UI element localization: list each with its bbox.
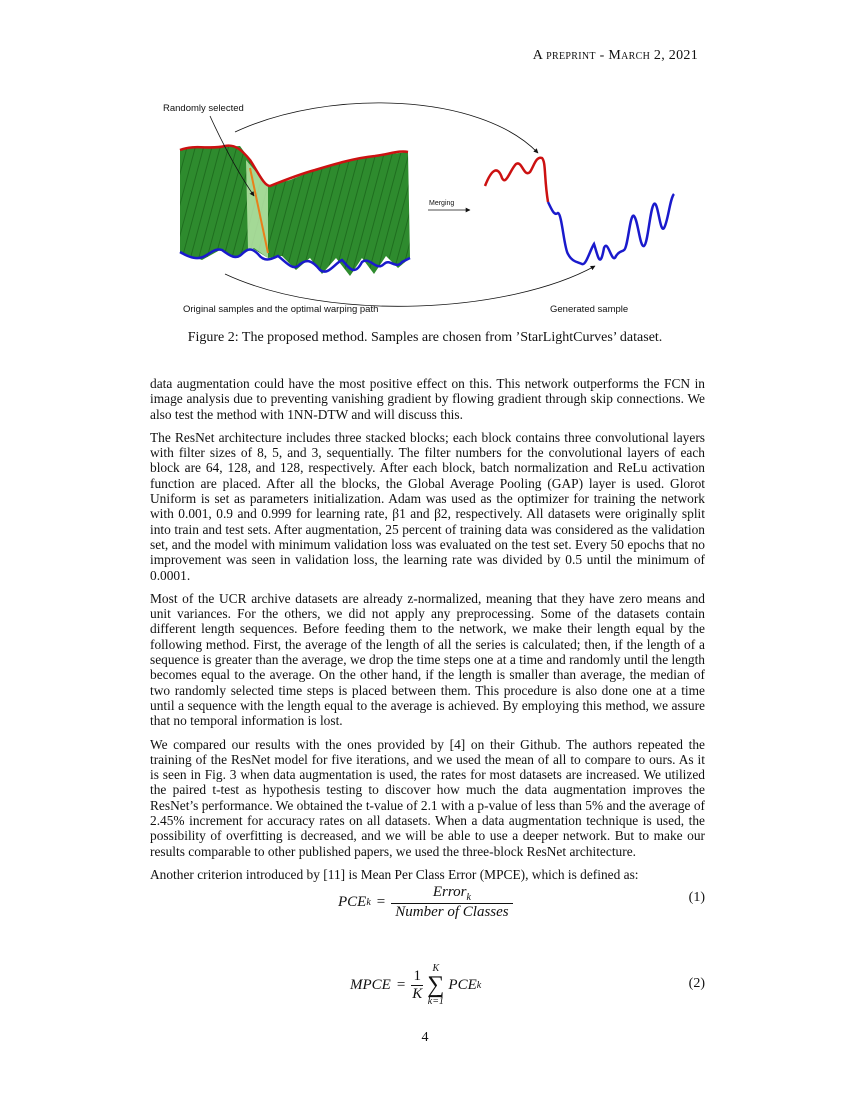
merging-label: Merging <box>429 200 455 207</box>
generated-red-series <box>485 158 548 202</box>
paragraph: The ResNet architecture includes three stacked blocks; each block contains three convolutional layers with filter sizes of 8, 5, and 3, sequentially. The filter numbers for the convolutional layers of each block are 64, 128, and 128, respectively. After each block, batch normalization and ReLu activation function are placed. After all the blocks, the Global Average Pooling (GAP) layer is used. Glorot Uniform is set as parameters initialization. Adam was used as the optimizer for training the network with 0.001, 0.9 and 0.999 for learning rate, β1 and β2, respectively. All datasets were originally split into train and test sets. After augmentation, 25 percent of training data was considered as the validation set, and the model with minimum validation loss was evaluated on the test set. Every 50 epochs that no improvement was seen in validation loss, the learning rate was divided by 0.5 until the minimum of 0.0001. <box>150 429 705 583</box>
figure-caption: Figure 2: The proposed method. Samples are chosen from ’StarLightCurves’ dataset. <box>187 330 663 345</box>
eq2-frac-num: 1 <box>413 967 422 984</box>
generated-sample-label: Generated sample <box>550 304 629 315</box>
eq1-numerator: Error <box>432 883 467 900</box>
eq2-sum-bottom: k=1 <box>427 996 444 1007</box>
body-text <box>150 376 705 890</box>
paragraph: Another criterion introduced by [11] is Mean Per Class Error (MPCE), which is defined as: <box>150 866 639 882</box>
page-number: 4 <box>421 1030 429 1045</box>
selected-band <box>246 160 268 258</box>
eq1-lhs: PCE <box>338 893 367 910</box>
bottom-arrow <box>225 266 595 306</box>
running-header <box>533 48 698 64</box>
header-label: preprint - March 2, 2021 <box>546 48 698 63</box>
warping-path-fill <box>180 146 410 276</box>
eq1-denominator: Number of Classes <box>395 903 509 920</box>
paragraph: We compared our results with the ones provided by [4] on their Github. The authors repeated the training of the ResNet model for five iterations, and we used the mean of all to compare to ours. As it is seen in Fig. 3 when data augmentation is used, the rates for most datasets are increased. We utilized the paired t-test as hypothesis testing to discover how much the data augmentation improves the ResNet’s performance. We obtained the t-value of 2.1 with a p-value of less than 5% and the average of 2.45% increment for accuracy rates on all datasets. When a data augmentation technique is used, the possibility of overfitting is decreased, and we will be able to use a deeper network. But to make our results comparable to other published papers, we used the three-block ResNet architecture. <box>150 736 705 859</box>
eq2-sum-top: K <box>432 963 440 974</box>
paragraph: data augmentation could have the most positive effect on this. This network outperforms the FCN in image analysis due to preventing vanishing gradient by flowing gradient through skip connections. We also test the method with 1NN-DTW and will discuss this. <box>150 376 705 422</box>
random-selected-label: Randomly selected <box>163 103 244 114</box>
eq2-term-sub: k <box>476 979 482 991</box>
eq2-number: (2) <box>688 976 705 991</box>
eq1-number: (1) <box>688 890 705 905</box>
figure-2 <box>150 98 705 323</box>
top-arrow <box>235 103 538 153</box>
figure-graphic <box>150 98 705 323</box>
paragraph: Most of the UCR archive datasets are already z-normalized, meaning that they have zero means and unit variances. For the others, we did not apply any preprocessing. Some of the datasets contain different length sequences. Before feeding them to the network, we make their length equal by the following method. First, the average of the length of all the series is calculated; then, if the length of a sequence is greater than the average, we drop the time steps one at a time and randomly until the length becomes equal to the average. On the other hand, if the length is smaller than average, the median of two randomly selected time steps is placed between them. This procedure is also done one at a time until a sequence with the length equal to the average is achieved. By employing this method, we assure that no temporal information is lost. <box>150 590 705 729</box>
generated-blue-series <box>548 194 674 264</box>
header-prefix: A <box>532 48 547 63</box>
eq2-lhs: MPCE <box>350 976 391 993</box>
eq1-lhs-sub: k <box>366 896 371 908</box>
eq2-term: PCE <box>448 976 477 993</box>
eq2-frac-den: K <box>412 985 423 1002</box>
eq1-numerator-sub: k <box>466 891 471 903</box>
original-samples-label: Original samples and the optimal warping path <box>183 304 379 315</box>
